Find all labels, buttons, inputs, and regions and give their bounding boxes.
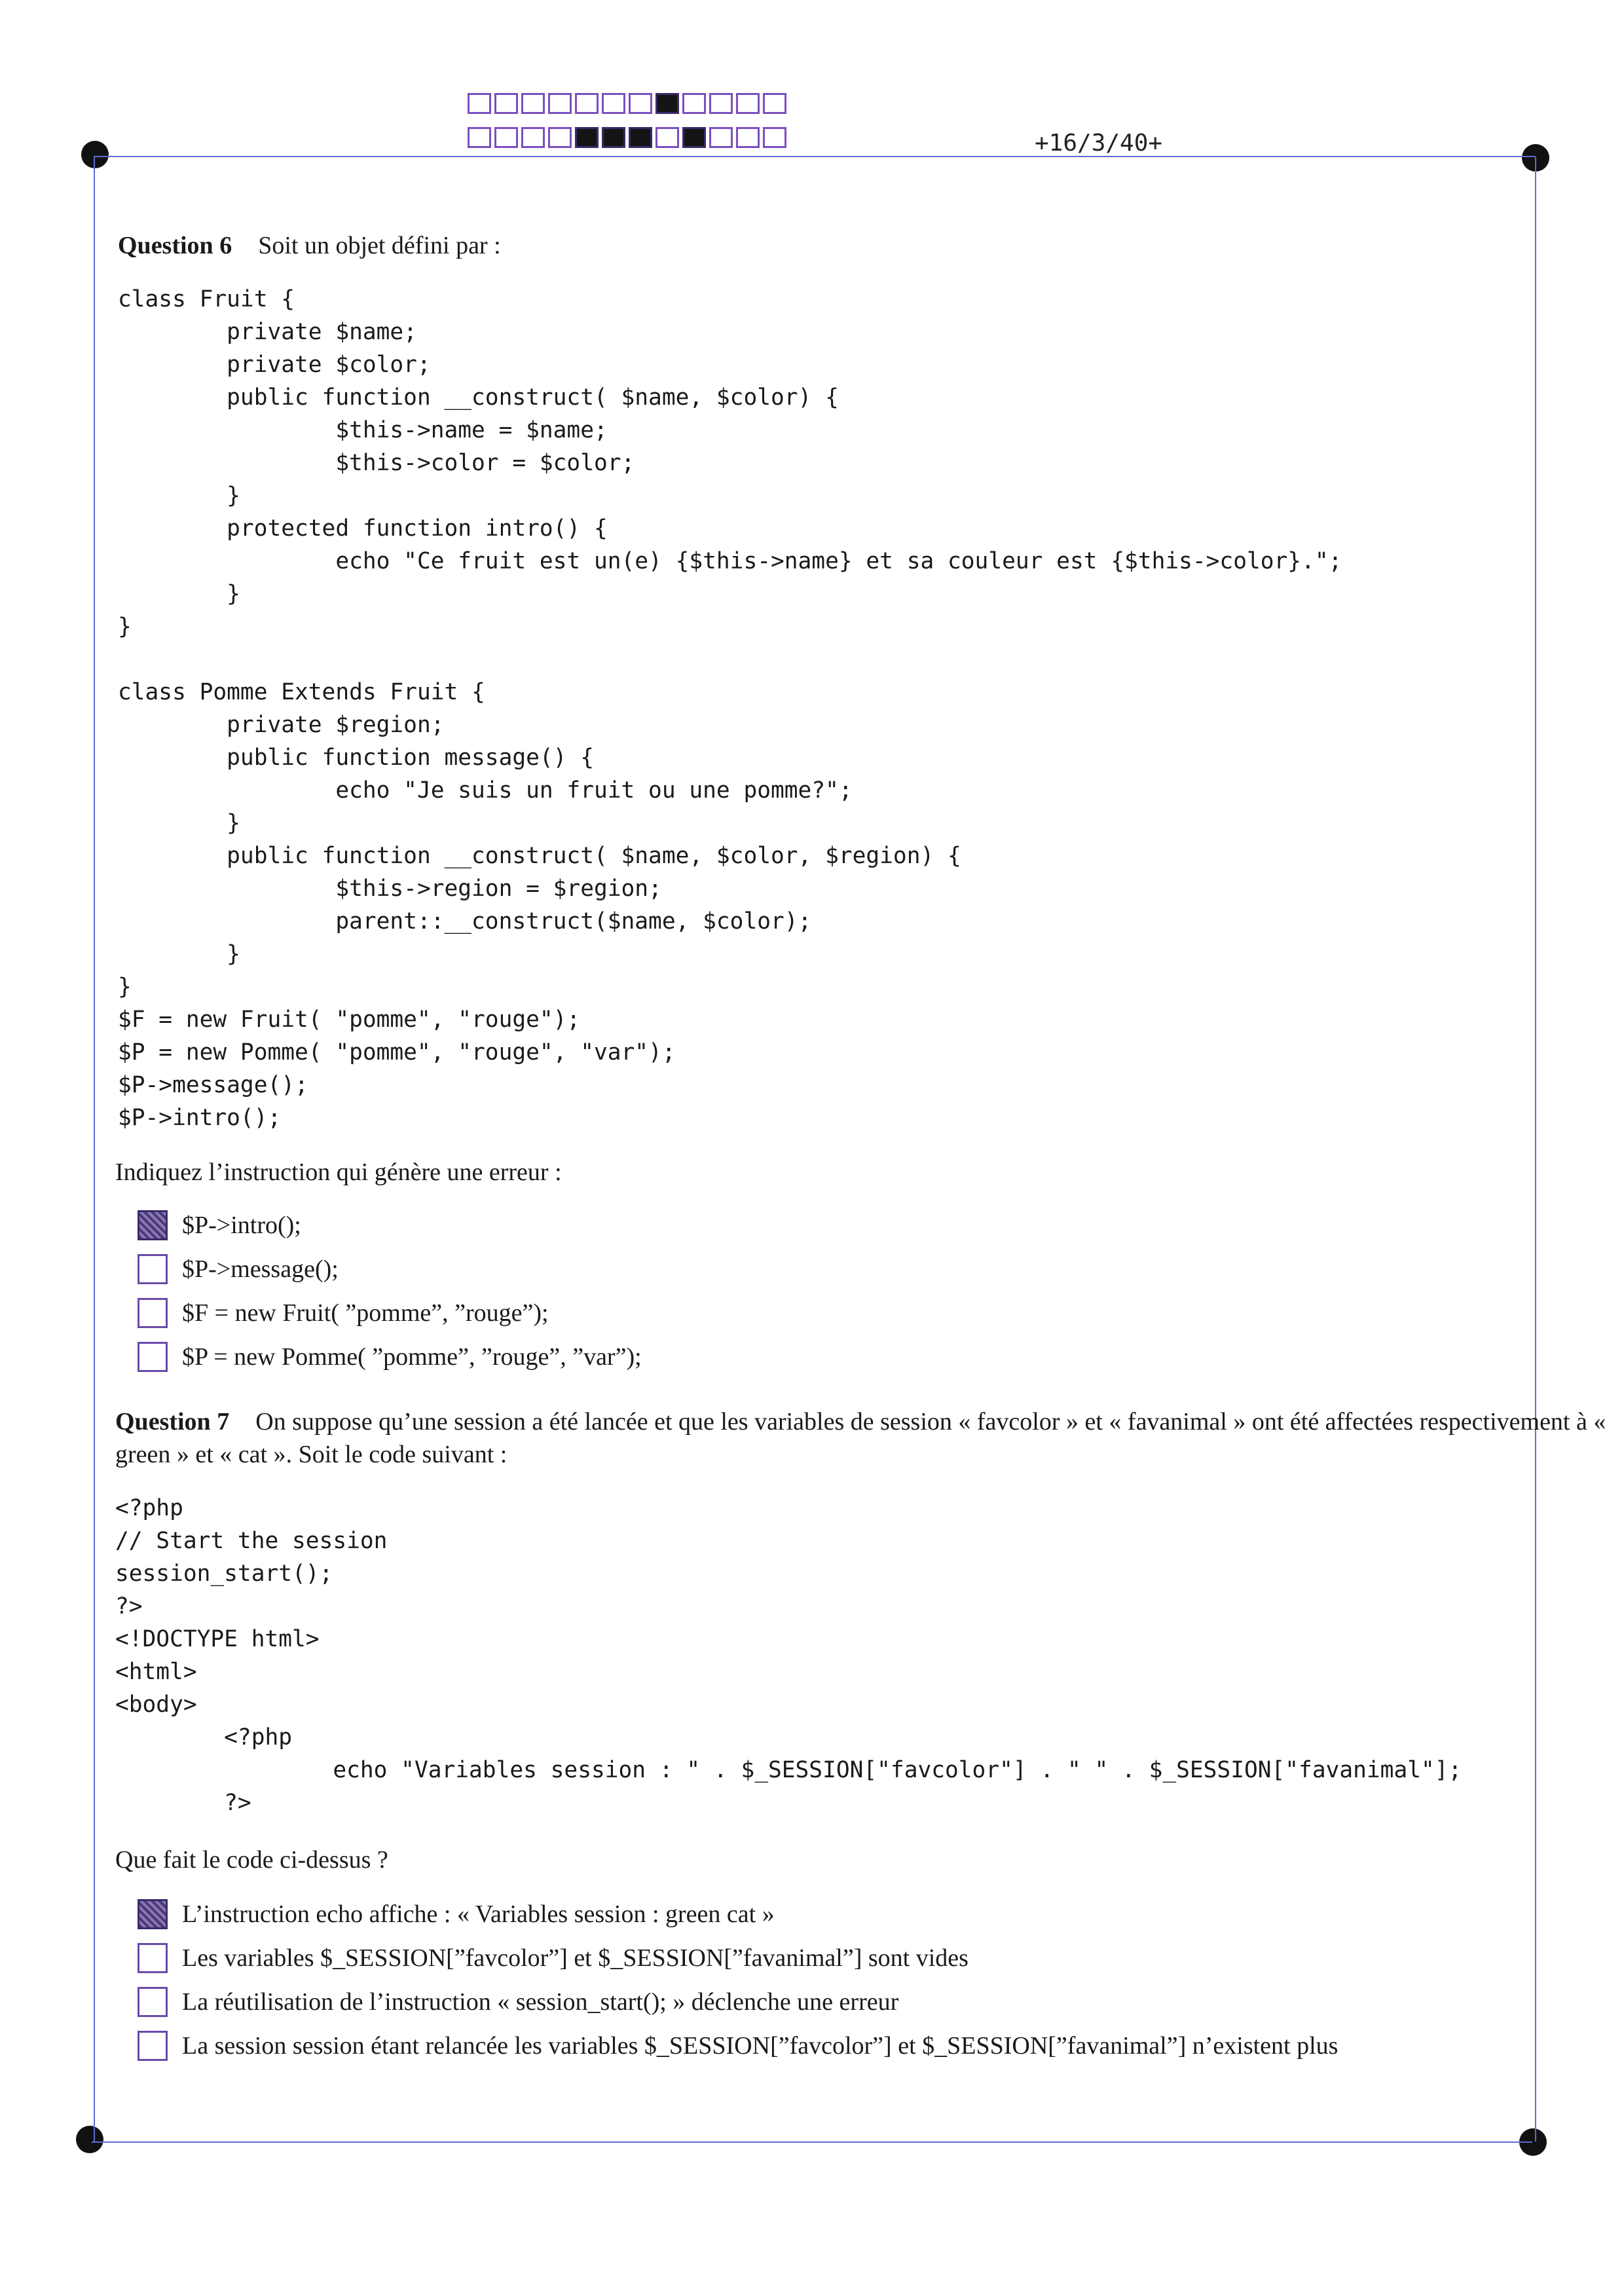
corner-mark-top-left [81,141,109,168]
q7-answer-3-label: La réutilisation de l’instruction « session_start(); » déclenche une erreur [182,1988,899,2016]
q7-answer-3[interactable] [138,1987,898,2017]
corner-mark-bottom-left [76,2126,103,2153]
q6-answer-2-checkbox[interactable] [138,1254,168,1284]
question-6-code: class Fruit { private $name; private $color; public function __construct( $name, $color) { $this->name = $name; $this->color = $color; } protected function intro() { echo "Ce fruit est un(e) {$this->name} et sa couleur est {$this->color}."; } } class Pomme Extends Fruit { private $region; public function message() { echo "Je suis un fruit ou une pomme?"; } public function __construct( $name, $color, $region) { $this->region = $region; parent::__construct($name, $color); } } $F = new Fruit( "pomme", "rouge"); $P = new Pomme( "pomme", "rouge", "var"); $P->message(); $P->intro(); [118,286,1342,1131]
question-7-instruction: Que fait le code ci-dessus ? [115,1846,388,1874]
question-7-code: <?php // Start the session session_start(); ?> <!DOCTYPE html> <html> <body> <?php echo "Variables session : " . $_SESSION["favcolor"] . " " . $_SESSION["favanimal"]; ?> [115,1495,1462,1816]
question-6-label: Question 6 [118,232,232,259]
q7-answer-2-label: Les variables $_SESSION[”favcolor”] et $_SESSION[”favanimal”] sont vides [182,1944,969,1972]
question-6-prompt: Soit un objet défini par : [258,232,501,259]
question-7-prompt: On suppose qu’une session a été lancée et que les variables de session « favcolor » et « favanimal » ont été affectées respectivement à « green » et « cat ». Soit le code suivant : [115,1408,1606,1468]
q6-answer-4-checkbox[interactable] [138,1342,168,1372]
q7-answer-2-checkbox[interactable] [138,1943,168,1973]
frame-right [1535,157,1536,2141]
q6-answer-3[interactable] [138,1298,549,1328]
q7-answer-2[interactable] [138,1943,969,1973]
frame-bottom [92,2141,1532,2143]
frame-top [95,156,1536,157]
q6-answer-1[interactable] [138,1210,301,1240]
frame-left [94,156,95,2141]
q6-answer-2-label: $P->message(); [182,1255,339,1283]
question-6-heading [118,229,501,262]
q7-answer-4-checkbox[interactable] [138,2031,168,2061]
q6-answer-3-checkbox[interactable] [138,1298,168,1328]
barcode-row-2 [468,127,786,148]
q6-answer-4-label: $P = new Pomme( ”pomme”, ”rouge”, ”var”); [182,1343,642,1371]
question-6-instruction: Indiquez l’instruction qui génère une erreur : [115,1158,562,1186]
q7-answer-4[interactable] [138,2031,1338,2061]
q7-answer-1-checkbox[interactable] [138,1899,168,1929]
q6-answer-1-checkbox[interactable] [138,1210,168,1240]
q6-answer-4[interactable] [138,1342,642,1372]
q6-answer-3-label: $F = new Fruit( ”pomme”, ”rouge”); [182,1299,549,1327]
question-7-heading [115,1405,1624,1471]
q7-answer-4-label: La session session étant relancée les variables $_SESSION[”favcolor”] et $_SESSION[”favanimal”] n’existent plus [182,2032,1338,2060]
q6-answer-2[interactable] [138,1254,339,1284]
page-id: +16/3/40+ [1035,130,1163,157]
q6-answer-1-label: $P->intro(); [182,1212,301,1239]
barcode-row-1 [468,93,786,114]
question-7-label: Question 7 [115,1408,230,1435]
q7-answer-3-checkbox[interactable] [138,1987,168,2017]
q7-answer-1[interactable] [138,1899,775,1929]
q7-answer-1-label: L’instruction echo affiche : « Variables session : green cat » [182,1900,775,1928]
